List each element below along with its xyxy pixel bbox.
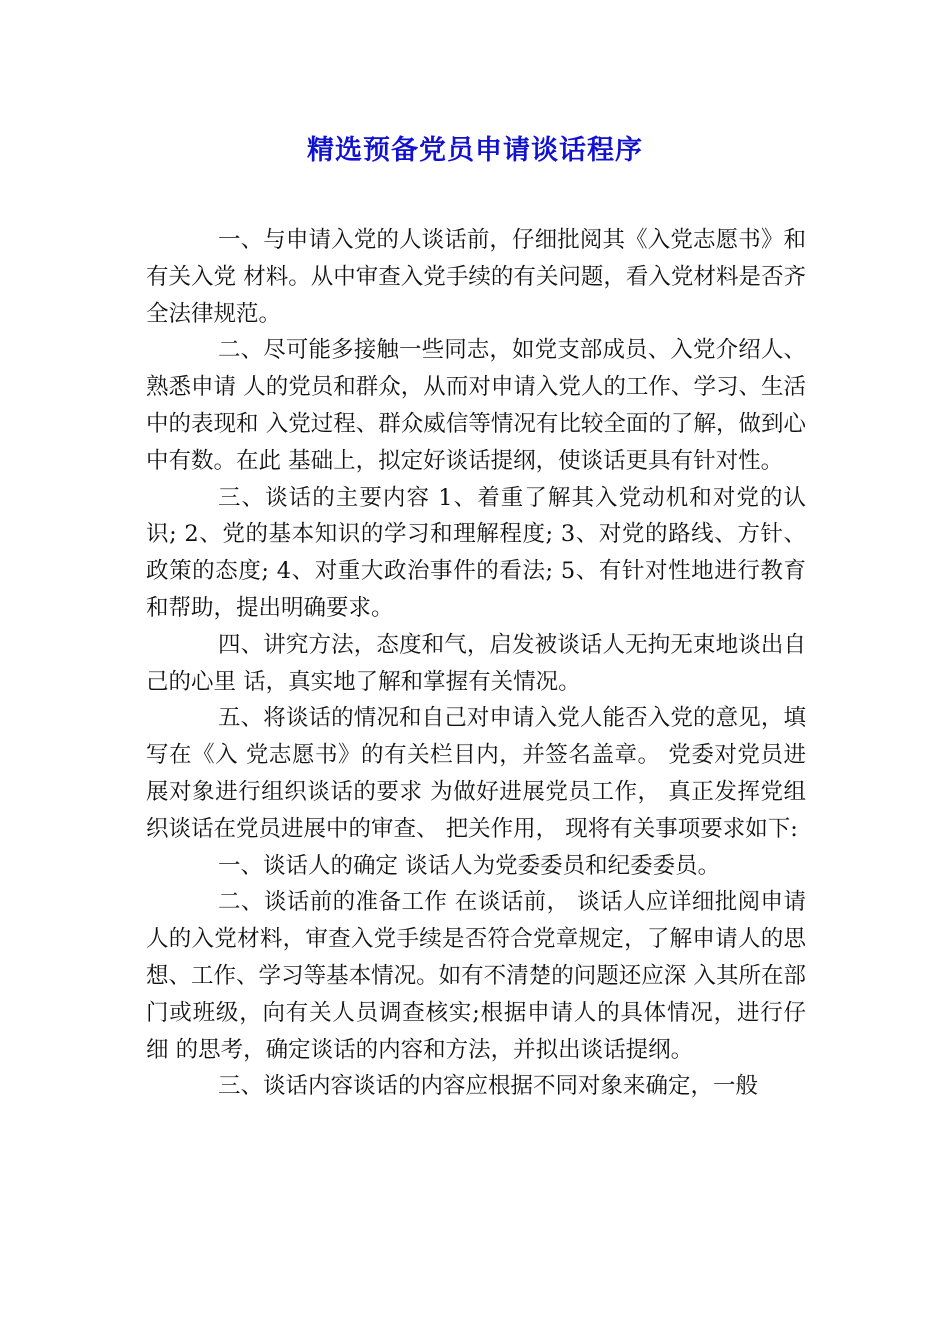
document-title: 精选预备党员申请谈话程序 xyxy=(307,135,643,166)
paragraph-4: 四、讲究方法，态度和气，启发被谈话人无拘无束地谈出自己的心里 话，真实地了解和掌握有关情况。 xyxy=(146,631,806,695)
paragraph-5: 五、将谈话的情况和自己对申请入党人能否入党的意见，填写在《入 党志愿书》的有关栏目内，并签名盖章。 党委对党员进展对象进行组织谈话的要求 为做好进展党员工作， 真正发挥党组织谈话在党员进展中的审查、 把关作用， 现将有关事项要求如下: xyxy=(146,705,806,842)
paragraph-2: 二、尽可能多接触一些同志，如党支部成员、入党介绍人、熟悉申请 人的党员和群众，从而对申请入党人的工作、学习、生活中的表现和 入党过程、群众威信等情况有比较全面的了解，做到心中有数。在此 基础上，拟定好谈话提纲，使谈话更具有针对性。 xyxy=(146,337,806,474)
paragraph-6: 一、谈话人的确定 谈话人为党委委员和纪委委员。 xyxy=(218,852,721,879)
document-body xyxy=(146,222,806,1105)
paragraph-8: 三、谈话内容谈话的内容应根据不同对象来确定，一般 xyxy=(218,1073,759,1100)
paragraph-3: 三、谈话的主要内容 1、着重了解其入党动机和对党的认识; 2、党的基本知识的学习和理解程度; 3、对党的路线、方针、政策的态度; 4、对重大政治事件的看法; 5、有针对性地进行教育和帮助，提出明确要求。 xyxy=(146,484,806,621)
paragraph-1: 一、与申请入党的人谈话前，仔细批阅其《入党志愿书》和有关入党 材料。从中审查入党手续的有关问题，看入党材料是否齐全法律规范。 xyxy=(146,227,806,327)
paragraph-7: 二、谈话前的准备工作 在谈话前， 谈话人应详细批阅申请人的入党材料，审查入党手续是否符合党章规定，了解申请人的思想、工作、学习等基本情况。如有不清楚的问题还应深 入其所在部门或班级，向有关人员调查核实;根据申请人的具体情况，进行仔细 的思考，确定谈话的内容和方法，并拟出谈话提纲。 xyxy=(146,889,806,1063)
